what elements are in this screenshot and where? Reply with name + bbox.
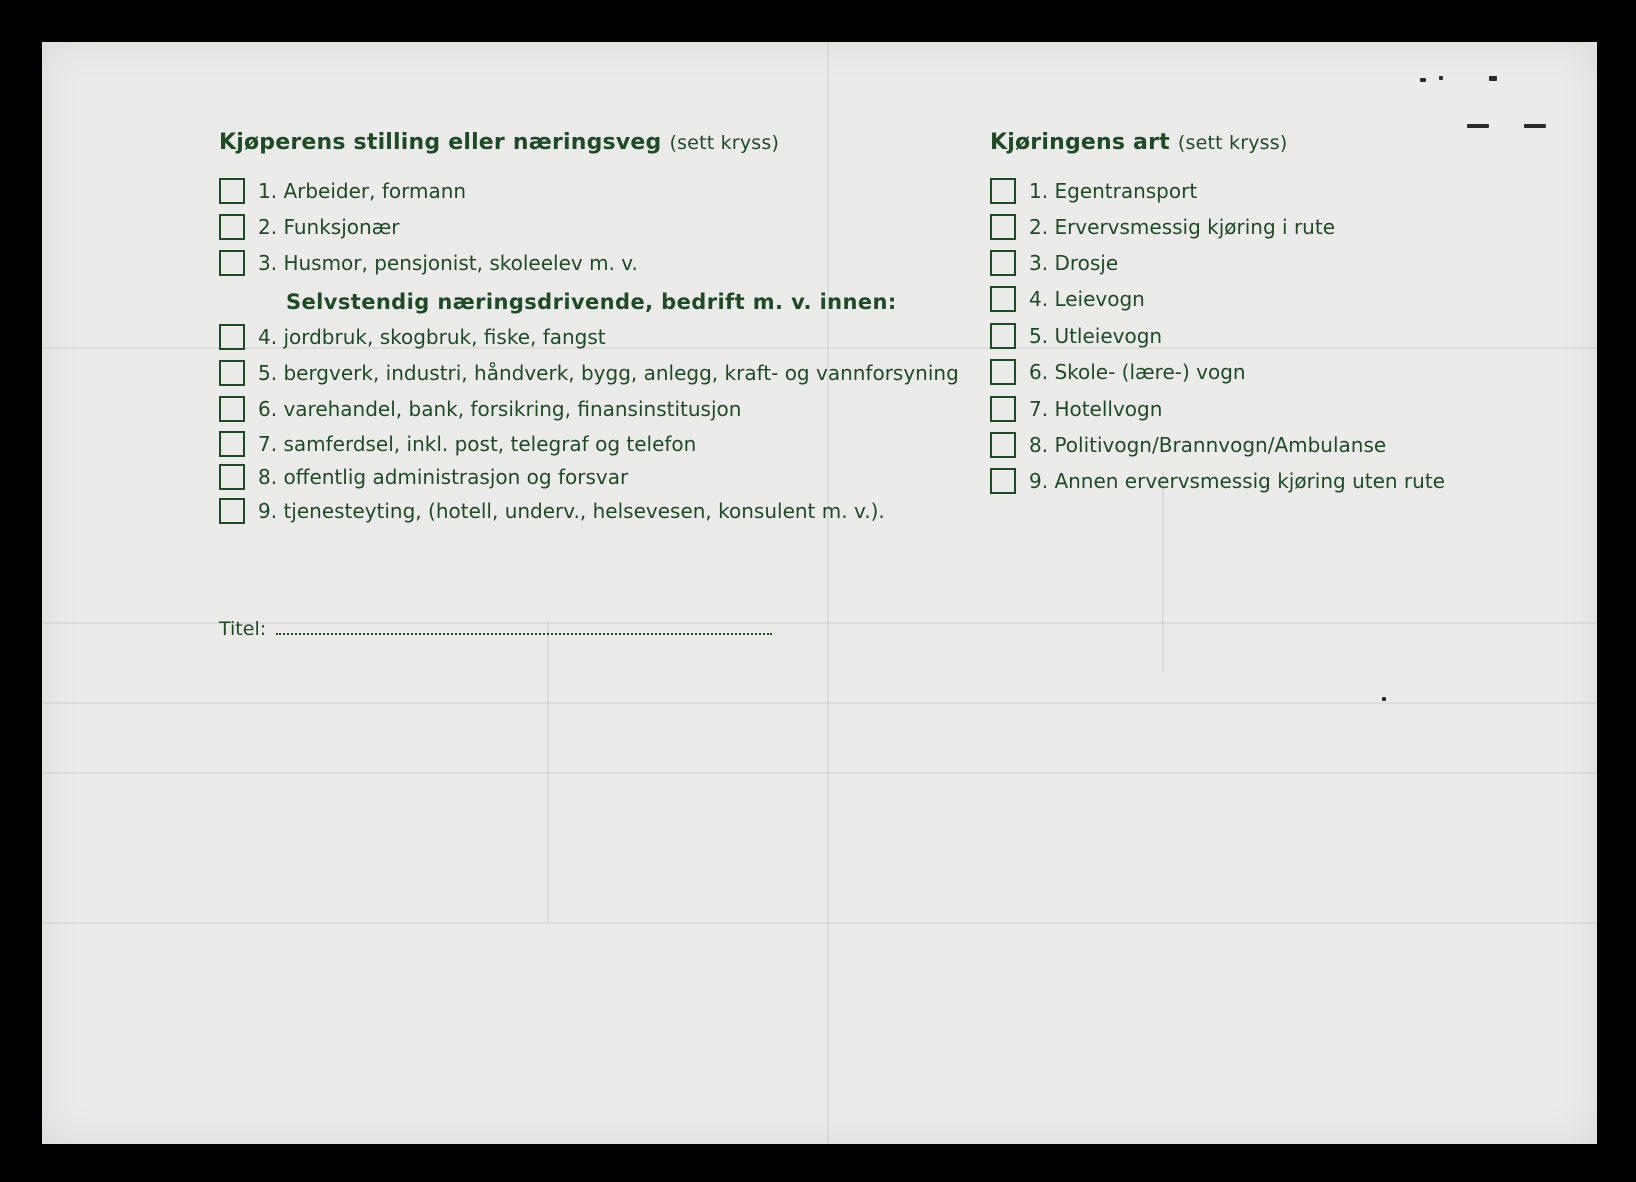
checkbox[interactable]	[990, 178, 1016, 204]
checkbox[interactable]	[990, 396, 1016, 422]
checkbox-row[interactable]	[990, 432, 1386, 458]
title-field[interactable]	[219, 618, 772, 640]
title-dotted-line[interactable]	[276, 619, 772, 635]
ghost-line	[42, 702, 1597, 704]
checkbox-label: 8. offentlig administrasjon og forsvar	[258, 465, 629, 489]
checkbox-row[interactable]	[990, 468, 1445, 494]
checkbox-label: 9. Annen ervervsmessig kjøring uten rute	[1029, 469, 1445, 493]
checkbox-row[interactable]	[219, 214, 400, 240]
checkbox-label: 2. Funksjonær	[258, 215, 400, 239]
checkbox[interactable]	[990, 250, 1016, 276]
ghost-line	[42, 772, 1597, 774]
checkbox-label: 9. tjenesteyting, (hotell, underv., helsevesen, konsulent m. v.).	[258, 499, 885, 523]
ghost-line	[42, 922, 1597, 924]
checkbox-label: 6. Skole- (lære-) vogn	[1029, 360, 1246, 384]
checkbox[interactable]	[990, 359, 1016, 385]
speck	[1382, 697, 1386, 701]
checkbox-row[interactable]	[219, 396, 741, 422]
checkbox-row[interactable]	[990, 286, 1145, 312]
checkbox[interactable]	[219, 250, 245, 276]
speck	[1439, 76, 1443, 80]
speck	[1420, 78, 1426, 82]
checkbox-row[interactable]	[219, 464, 628, 490]
driving-type-heading	[990, 130, 1287, 155]
checkbox-label: 6. varehandel, bank, forsikring, finansinstitusjon	[258, 397, 742, 421]
checkbox-row[interactable]	[990, 178, 1197, 204]
title-label: Titel:	[219, 618, 267, 640]
checkbox[interactable]	[219, 498, 245, 524]
checkbox-row[interactable]	[219, 250, 638, 276]
checkbox[interactable]	[219, 214, 245, 240]
checkbox-label: 8. Politivogn/Brannvogn/Ambulanse	[1029, 433, 1387, 457]
checkbox[interactable]	[219, 464, 245, 490]
checkbox[interactable]	[219, 324, 245, 350]
checkbox-row[interactable]	[990, 250, 1118, 276]
checkbox-label: 4. jordbruk, skogbruk, fiske, fangst	[258, 325, 606, 349]
ghost-line	[547, 622, 549, 922]
speck	[1524, 124, 1546, 128]
checkbox-label: 4. Leievogn	[1029, 287, 1145, 311]
heading-note: (sett kryss)	[669, 132, 780, 154]
speck	[1489, 76, 1497, 81]
checkbox-row[interactable]	[990, 323, 1162, 349]
checkbox-label: 2. Ervervsmessig kjøring i rute	[1029, 215, 1335, 239]
self-employed-subheading: Selvstendig næringsdrivende, bedrift m. v. innen:	[286, 290, 897, 314]
checkbox-label: 1. Arbeider, formann	[258, 179, 467, 203]
checkbox-label: 5. bergverk, industri, håndverk, bygg, anlegg, kraft- og vannforsyning	[258, 361, 959, 385]
checkbox-row[interactable]	[990, 396, 1162, 422]
checkbox-row[interactable]	[219, 498, 885, 524]
speck	[1467, 124, 1489, 128]
fold-line	[827, 42, 829, 1144]
checkbox-label: 7. samferdsel, inkl. post, telegraf og telefon	[258, 432, 697, 456]
heading-text: Kjøringens art	[990, 130, 1170, 155]
checkbox-label: 3. Husmor, pensjonist, skoleelev m. v.	[258, 251, 638, 275]
checkbox-row[interactable]	[219, 324, 606, 350]
checkbox[interactable]	[219, 431, 245, 457]
checkbox-label: 7. Hotellvogn	[1029, 397, 1163, 421]
checkbox-label: 1. Egentransport	[1029, 179, 1198, 203]
checkbox-row[interactable]	[219, 178, 466, 204]
heading-note: (sett kryss)	[1177, 132, 1288, 154]
checkbox-label: 5. Utleievogn	[1029, 324, 1163, 348]
checkbox[interactable]	[990, 323, 1016, 349]
checkbox-row[interactable]	[219, 360, 959, 386]
form-sheet	[42, 42, 1597, 1144]
checkbox[interactable]	[990, 214, 1016, 240]
checkbox[interactable]	[990, 468, 1016, 494]
buyer-occupation-heading	[219, 130, 779, 155]
checkbox[interactable]	[990, 286, 1016, 312]
checkbox[interactable]	[219, 396, 245, 422]
checkbox-row[interactable]	[219, 431, 696, 457]
checkbox[interactable]	[990, 432, 1016, 458]
ghost-line	[1162, 472, 1164, 672]
checkbox-row[interactable]	[990, 359, 1246, 385]
heading-text: Kjøperens stilling eller næringsveg	[219, 130, 662, 155]
checkbox-label: 3. Drosje	[1029, 251, 1119, 275]
checkbox[interactable]	[219, 360, 245, 386]
checkbox-row[interactable]	[990, 214, 1335, 240]
checkbox[interactable]	[219, 178, 245, 204]
